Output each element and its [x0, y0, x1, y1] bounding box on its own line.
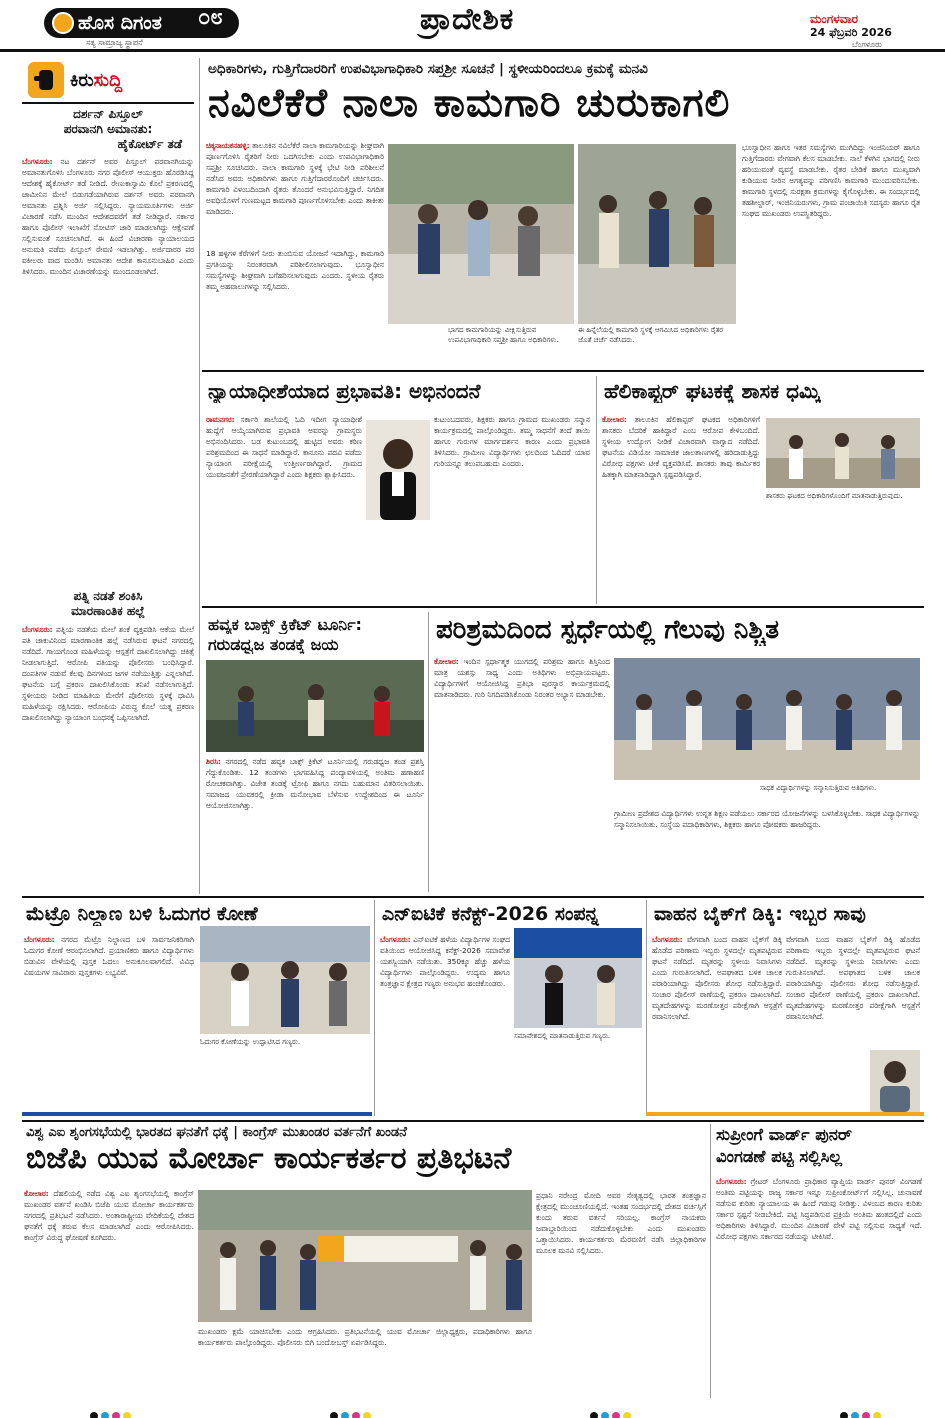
- prabhavathi-body-a: ರಾಮನಗರ: ಸರ್ಕಾರಿ ಶಾಲೆಯಲ್ಲಿ ಓದಿ ಇದೀಗ ನ್ಯಾಯಾಧೀಶೆ ಹುದ್ದೆಗೆ ಆಯ್ಕೆಯಾಗಿರುವ ಪ್ರಭಾವತಿ ಅವರನ್ನು ಗ್ರಾಮಸ್ಥರು ಅಭಿನಂದಿಸಿದರು. ಬಡ ಕುಟುಂಬದಲ್ಲಿ ಹುಟ್ಟಿದ ಅವರು ಕಠಿಣ ಪರಿಶ್ರಮದಿಂದ ಈ ಸಾಧನೆ ಮಾಡಿದ್ದಾರೆ. ಕಾನೂನು ಪದವಿ ಪಡೆದು ನ್ಯಾಯಾಂಗ ಪರೀಕ್ಷೆಯಲ್ಲಿ ಉತ್ತೀರ್ಣರಾಗಿದ್ದಾರೆ. ಗ್ರಾಮದ ಯುವಜನತೆಗೆ ಪ್ರೇರಣೆಯಾಗಿದ್ದಾರೆ ಎಂದು ಶಿಕ್ಷಕರು ಶ್ಲಾಘಿಸಿದರು.: [206, 415, 362, 479]
- metro-caption: ಓದುಗರ ಕೋಣೆಯನ್ನು ಉದ್ಘಾಟಿಸಿದ ಗಣ್ಯರು.: [200, 1038, 301, 1046]
- parishrama-body-b: ಗ್ರಾಮೀಣ ಪ್ರದೇಶದ ವಿದ್ಯಾರ್ಥಿಗಳು ಉನ್ನತ ಶಿಕ್ಷಣ ಪಡೆಯಲು ಸರ್ಕಾರದ ಯೋಜನೆಗಳನ್ನು ಬಳಸಿಕೊಳ್ಳಬೇಕು. ಸಾಧಕ ವಿದ್ಯಾರ್ಥಿಗಳನ್ನು ಸನ್ಮಾನಿಸಲಾಯಿತು. ಸಂಸ್ಥೆಯ ಪದಾಧಿಕಾರಿಗಳು, ಶಿಕ್ಷಕರು ಹಾಗೂ ಪೋಷಕರು ಹಾಜರಿದ್ದರು.: [614, 809, 920, 829]
- havyaka-body: ಶಿರಸಿ: ನಗರದಲ್ಲಿ ನಡೆದ ಹವ್ಯಕ ಬಾಕ್ಸ್ ಕ್ರಿಕೆಟ್ ಟೂರ್ನಿಯಲ್ಲಿ ಗರುಡಧ್ವಜ ತಂಡ ಪ್ರಶಸ್ತಿ ಗೆದ್ದುಕೊಂಡಿತು. 12 ತಂಡಗಳು ಭಾಗವಹಿಸಿದ್ದ ಪಂದ್ಯಾವಳಿಯಲ್ಲಿ ಅಂತಿಮ ಹಣಾಹಣಿ ರೋಚಕವಾಗಿತ್ತು. ವಿಜೇತ ತಂಡಕ್ಕೆ ಟ್ರೋಫಿ ಹಾಗೂ ನಗದು ಬಹುಮಾನ ವಿತರಿಸಲಾಯಿತು. ಸಮಾಜದ ಯುವಕರಲ್ಲಿ ಕ್ರೀಡಾ ಮನೋಭಾವ ಬೆಳೆಸುವ ಉದ್ದೇಶದಿಂದ ಈ ಟೂರ್ನಿ ಆಯೋಜಿಸಲಾಗಿತ್ತು.: [206, 757, 424, 810]
- bike-headline: ವಾಹನ ಬೈಕ್‌ಗೆ ಡಿಕ್ಕಿ: ಇಬ್ಬರ ಸಾವು: [654, 904, 866, 925]
- bike-body-cont: ವೇಗವಾಗಿ ಬಂದ ವಾಹನ ಬೈಕ್‌ಗೆ ಡಿಕ್ಕಿ ಹೊಡೆದ ಪರಿಣಾಮ ಇಬ್ಬರು ಸ್ಥಳದಲ್ಲೇ ಮೃತಪಟ್ಟಿರುವ ಘಟನೆ ನಡೆದಿದೆ. ಮೃತರನ್ನು ಸ್ಥಳೀಯ ನಿವಾಸಿಗಳು ಎಂದು ಗುರುತಿಸಲಾಗಿದೆ. ಅಪಘಾತದ ಬಳಿಕ ಚಾಲಕ ಪರಾರಿಯಾಗಿದ್ದು ಪೊಲೀಸರು ಶೋಧ ನಡೆಸುತ್ತಿದ್ದಾರೆ. ಸಂಚಾರ ಪೊಲೀಸ್ ಠಾಣೆಯಲ್ಲಿ ಪ್ರಕರಣ ದಾಖಲಾಗಿದೆ. ಮೃತದೇಹಗಳನ್ನು ಮರಣೋತ್ತರ ಪರೀಕ್ಷೆಗಾಗಿ ಆಸ್ಪತ್ರೆಗೆ ರವಾನಿಸಲಾಗಿದೆ.: [786, 935, 920, 1021]
- column-rule: [428, 612, 429, 892]
- lead-kicker: ಅಧಿಕಾರಿಗಳು, ಗುತ್ತಿಗೆದಾರರಿಗೆ ಉಪವಿಭಾಗಾಧಿಕಾರಿ ಸಪ್ತಶ್ರೀ ಸೂಚನೆ | ಸ್ಥಳೀಯರಿಂದಲೂ ಕ್ರಮಕ್ಕೆ ಮನವಿ: [208, 62, 648, 77]
- kiru-item2-headline-b: ಮಾರಣಾಂತಿಕ ಹಲ್ಲೆ: [71, 605, 145, 618]
- nitk-body: ಬೆಂಗಳೂರು: ಎನ್‌ಐಟಿಕೆ ಹಳೆಯ ವಿದ್ಯಾರ್ಥಿಗಳ ಸಂಘದ ವತಿಯಿಂದ ಆಯೋಜಿಸಿದ್ದ ಕನೆಕ್ಟ್-2026 ಸಮಾವೇಶ ಯಶಸ್ವಿಯಾಗಿ ನಡೆಯಿತು. 350ಕ್ಕೂ ಹೆಚ್ಚು ಹಳೆಯ ವಿದ್ಯಾರ್ಥಿಗಳು ಪಾಲ್ಗೊಂಡಿದ್ದರು. ಉದ್ಯಮ ಹಾಗೂ ತಂತ್ರಜ್ಞಾನ ಕ್ಷೇತ್ರದ ಗಣ್ಯರು ಅನುಭವ ಹಂಚಿಕೊಂಡರು.: [380, 935, 510, 988]
- bjp-headline: ಬಿಜೆಪಿ ಯುವ ಮೋರ್ಚಾ ಕಾರ್ಯಕರ್ತರ ಪ್ರತಿಭಟನೆ: [26, 1142, 512, 1176]
- lead-photo-2-caption: ಈ ಹಿನ್ನೆಲೆಯಲ್ಲಿ ಕಾಮಗಾರಿ ಸ್ಥಳಕ್ಕೆ ಆಗಮಿಸಿದ ಅಧಿಕಾರಿಗಳು ರೈತರ ಜೊತೆ ಚರ್ಚೆ ನಡೆಸಿದರು.: [578, 326, 724, 344]
- bike-photo: [870, 1050, 920, 1112]
- bjp-kicker: ವಿಶ್ವ ಎಐ ಶೃಂಗಸಭೆಯಲ್ಲಿ ಭಾರತದ ಘನತೆಗೆ ಧಕ್ಕೆ | ಕಾಂಗ್ರೆಸ್ ಮುಖಂಡರ ವರ್ತನೆಗೆ ಖಂಡನೆ: [26, 1126, 407, 1140]
- divider: [22, 1120, 924, 1122]
- divider: [22, 102, 194, 104]
- helicopter-caption: ಶಾಸಕರು ಘಟಕದ ಅಧಿಕಾರಿಗಳೊಂದಿಗೆ ಮಾತನಾಡುತ್ತಿರುವುದು.: [766, 492, 903, 500]
- lead-photo-2: [578, 144, 736, 324]
- masthead-date: 24 ಫೆಬ್ರವರಿ 2026: [810, 26, 892, 39]
- metro-body: ಬೆಂಗಳೂರು: ನಗರದ ಮೆಟ್ರೊ ನಿಲ್ದಾಣದ ಬಳಿ ಸಾರ್ವಜನಿಕರಿಗಾಗಿ ಓದುಗರ ಕೋಣೆ ಆರಂಭಿಸಲಾಗಿದೆ. ಪ್ರಯಾಣಿಕರು ಹಾಗೂ ವಿದ್ಯಾರ್ಥಿಗಳು ಬಿಡುವಿನ ವೇಳೆಯಲ್ಲಿ ಪುಸ್ತಕ ಓದಲು ಅನುಕೂಲವಾಗಲಿದೆ. ವಿವಿಧ ವಿಷಯಗಳ ಸಾವಿರಾರು ಪುಸ್ತಕಗಳು ಲಭ್ಯವಿವೆ.: [24, 935, 194, 977]
- ward-body: ಬೆಂಗಳೂರು: ಗ್ರೇಟರ್ ಬೆಂಗಳೂರು ಪ್ರಾಧಿಕಾರ ವ್ಯಾಪ್ತಿಯ ವಾರ್ಡ್ ಪುನರ್ ವಿಂಗಡಣೆ ಅಂತಿಮ ಪಟ್ಟಿಯನ್ನು ರಾಜ್ಯ ಸರ್ಕಾರ ಇನ್ನೂ ಸುಪ್ರೀಂಕೋರ್ಟ್‌ಗೆ ಸಲ್ಲಿಸಿಲ್ಲ. ಚುನಾವಣೆ ನಡೆಸುವ ಕುರಿತು ನ್ಯಾಯಾಲಯ ಈ ಹಿಂದೆ ಗಡುವು ನೀಡಿತ್ತು. ವಿಳಂಬದ ಕಾರಣ ಕುರಿತು ಸರ್ಕಾರ ಸ್ಪಷ್ಟನೆ ನೀಡಬೇಕಿದೆ. ಪಟ್ಟಿ ಸಿದ್ಧಪಡಿಸುವ ಪ್ರಕ್ರಿಯೆ ಅಂತಿಮ ಹಂತದಲ್ಲಿದೆ ಎಂದು ಅಧಿಕಾರಿಗಳು ತಿಳಿಸಿದ್ದಾರೆ. ಮುಂದಿನ ವಿಚಾರಣೆ ವೇಳೆ ಪಟ್ಟಿ ಸಲ್ಲಿಸುವ ಸಾಧ್ಯತೆ ಇದೆ. ವಿರೋಧ ಪಕ್ಷಗಳು ಸರ್ಕಾರದ ನಡೆಯನ್ನು ಟೀಕಿಸಿವೆ.: [716, 1177, 922, 1241]
- prabhavathi-body-b: ಕುಟುಂಬದವರು, ಶಿಕ್ಷಕರು ಹಾಗೂ ಗ್ರಾಮದ ಮುಖಂಡರು ಸನ್ಮಾನ ಕಾರ್ಯಕ್ರಮದಲ್ಲಿ ಪಾಲ್ಗೊಂಡಿದ್ದರು. ತಮ್ಮ ಸಾಧನೆಗೆ ತಂದೆ ತಾಯಿ ಹಾಗೂ ಗುರುಗಳ ಮಾರ್ಗದರ್ಶನ ಕಾರಣ ಎಂದು ಪ್ರಭಾವತಿ ತಿಳಿಸಿದರು. ಗ್ರಾಮೀಣ ವಿದ್ಯಾರ್ಥಿಗಳು ಛಲದಿಂದ ಓದಿದರೆ ಯಾವ ಗುರಿಯನ್ನೂ ತಲುಪಬಹುದು ಎಂದರು.: [434, 415, 590, 468]
- masthead: [0, 0, 945, 52]
- kiru-item1-body: ಬೆಂಗಳೂರು: ನಟ ದರ್ಶನ್ ಅವರ ಪಿಸ್ತೂಲ್ ಪರವಾನಗಿಯನ್ನು ಅಮಾನತುಗೊಳಿಸಿ ಬೆಂಗಳೂರು ನಗರ ಪೊಲೀಸ್ ಆಯುಕ್ತರು ಹೊರಡಿಸಿದ್ದ ಆದೇಶಕ್ಕೆ ಹೈಕೋರ್ಟ್ ತಡೆ ನೀಡಿದೆ. ರೇಣುಕಾಸ್ವಾಮಿ ಕೊಲೆ ಪ್ರಕರಣದಲ್ಲಿ ಜಾಮೀನಿನ ಮೇಲೆ ಬಿಡುಗಡೆಯಾಗಿರುವ ದರ್ಶನ್ ಅವರು ಪರವಾನಗಿ ಅಮಾನತು ಪ್ರಶ್ನಿಸಿ ಅರ್ಜಿ ಸಲ್ಲಿಸಿದ್ದರು. ನ್ಯಾಯಮೂರ್ತಿಗಳು ಅರ್ಜಿ ವಿಚಾರಣೆ ನಡೆಸಿ ಮುಂದಿನ ಆದೇಶದವರೆಗೆ ತಡೆ ನೀಡಿದ್ದಾರೆ. ಸರ್ಕಾರ ಹಾಗೂ ಪೊಲೀಸ್ ಇಲಾಖೆಗೆ ನೋಟಿಸ್ ಜಾರಿ ಮಾಡಲಾಗಿದ್ದು ಆಕ್ಷೇಪಣೆ ಸಲ್ಲಿಸುವಂತೆ ಸೂಚಿಸಲಾಗಿದೆ. ಈ ಹಿಂದೆ ವಿಚಾರಣಾ ನ್ಯಾಯಾಲಯದ ಅನುಮತಿ ಪಡೆದು ಪಿಸ್ತೂಲ್ ಠೇವಣಿ ಇಡಲಾಗಿತ್ತು. ಅರ್ಜಿದಾರರ ಪರ ವಕೀಲರು ವಾದ ಮಂಡಿಸಿ ಅಮಾನತು ಆದೇಶ ಕಾನೂನುಬಾಹಿರ ಎಂದು ತಿಳಿಸಿದರು. ಮುಂದಿನ ವಿಚಾರಣೆಯನ್ನು ಮುಂದೂಡಲಾಗಿದೆ.: [22, 157, 194, 276]
- kiru-item1-headline-b: ಪರವಾನಗಿ ಅಮಾನತು:: [63, 123, 153, 136]
- divider: [202, 606, 924, 608]
- parishrama-body-a: ಕೋಲಾರ: ಇಂದಿನ ಸ್ಪರ್ಧಾತ್ಮಕ ಯುಗದಲ್ಲಿ ಪರಿಶ್ರಮ ಹಾಗೂ ಶಿಸ್ತಿನಿಂದ ಮಾತ್ರ ಯಶಸ್ಸು ಸಾಧ್ಯ ಎಂದು ಅತಿಥಿಗಳು ಅಭಿಪ್ರಾಯಪಟ್ಟರು. ವಿದ್ಯಾರ್ಥಿಗಳಿಗೆ ಆಯೋಜಿಸಿದ್ದ ಪ್ರತಿಭಾ ಪುರಸ್ಕಾರ ಕಾರ್ಯಕ್ರಮದಲ್ಲಿ ಮಾತನಾಡಿದರು. ಗುರಿ ನಿಗದಿಪಡಿಸಿಕೊಂಡು ನಿರಂತರ ಅಭ್ಯಾಸ ಮಾಡಬೇಕು.: [434, 657, 610, 699]
- havyaka-headline-b: ಗರುಡಧ್ವಜ ತಂಡಕ್ಕೆ ಜಯ: [208, 636, 339, 654]
- kiru-item2-body: ಬೆಂಗಳೂರು: ಪತ್ನಿಯ ನಡತೆಯ ಮೇಲೆ ಶಂಕೆ ವ್ಯಕ್ತಪಡಿಸಿ ಆಕೆಯ ಮೇಲೆ ಪತಿ ಚಾಕುವಿನಿಂದ ಮಾರಣಾಂತಿಕ ಹಲ್ಲೆ ನಡೆಸಿರುವ ಘಟನೆ ನಗರದಲ್ಲಿ ನಡೆದಿದೆ. ಗಾಯಗೊಂಡ ಮಹಿಳೆಯನ್ನು ಆಸ್ಪತ್ರೆಗೆ ದಾಖಲಿಸಲಾಗಿದ್ದು ಚಿಕಿತ್ಸೆ ನೀಡಲಾಗುತ್ತಿದೆ. ಆರೋಪಿ ಪತಿಯನ್ನು ಪೊಲೀಸರು ಬಂಧಿಸಿದ್ದಾರೆ. ದಂಪತಿಗಳ ನಡುವೆ ಕೆಲವು ದಿನಗಳಿಂದ ಜಗಳ ನಡೆಯುತ್ತಿತ್ತು ಎನ್ನಲಾಗಿದೆ. ಘಟನೆಯ ಬಗ್ಗೆ ಪ್ರಕರಣ ದಾಖಲಿಸಿಕೊಂಡು ತನಿಖೆ ನಡೆಸಲಾಗುತ್ತಿದೆ. ಸ್ಥಳೀಯರು ನೀಡಿದ ಮಾಹಿತಿಯ ಮೇರೆಗೆ ಪೊಲೀಸರು ಸ್ಥಳಕ್ಕೆ ಧಾವಿಸಿ ಮಹಿಳೆಯನ್ನು ರಕ್ಷಿಸಿದರು. ಆರೋಪಿಯ ವಿರುದ್ಧ ಕೊಲೆ ಯತ್ನ ಪ್ರಕರಣ ದಾಖಲಿಸಲಾಗಿದ್ದು ನ್ಯಾಯಾಂಗ ಬಂಧನಕ್ಕೆ ಒಪ್ಪಿಸಲಾಗಿದೆ.: [22, 625, 194, 722]
- helicopter-body: ಕೋಲಾರ: ತಾಲೂಕಿನ ಹೆಲಿಕಾಪ್ಟರ್ ಘಟಕದ ಅಧಿಕಾರಿಗಳಿಗೆ ಶಾಸಕರು ಬೆದರಿಕೆ ಹಾಕಿದ್ದಾರೆ ಎಂಬ ಆರೋಪ ಕೇಳಿಬಂದಿದೆ. ಸ್ಥಳೀಯ ಉದ್ಯೋಗ ನೀಡಿಕೆ ವಿಚಾರವಾಗಿ ವಾಗ್ವಾದ ನಡೆದಿದೆ. ಘಟನೆಯ ವಿಡಿಯೋ ಸಾಮಾಜಿಕ ಜಾಲತಾಣಗಳಲ್ಲಿ ಹರಿದಾಡುತ್ತಿದ್ದು ವಿರೋಧ ಪಕ್ಷಗಳು ಟೀಕೆ ವ್ಯಕ್ತಪಡಿಸಿವೆ. ಶಾಸಕರು ತಾವು ಕಾರ್ಮಿಕರ ಹಿತಕ್ಕಾಗಿ ಮಾತನಾಡಿದ್ದಾಗಿ ಸ್ಪಷ್ಟಪಡಿಸಿದ್ದಾರೆ.: [602, 415, 760, 479]
- hand-icon: [28, 62, 64, 98]
- color-stripe: [646, 1112, 924, 1116]
- parishrama-headline: ಪರಿಶ್ರಮದಿಂದ ಸ್ಪರ್ಧೆಯಲ್ಲಿ ಗೆಲುವು ನಿಶ್ಚಿತ: [436, 616, 779, 645]
- lead-body-left: ಚಿಕ್ಕನಾಯಕನಹಳ್ಳಿ: ತಾಲೂಕಿನ ನವಿಲೆಕೆರೆ ನಾಲಾ ಕಾಮಗಾರಿಯನ್ನು ಶೀಘ್ರವಾಗಿ ಪೂರ್ಣಗೊಳಿಸಿ ರೈತರಿಗೆ ನೀರು ಒದಗಿಸಬೇಕು ಎಂದು ಉಪವಿಭಾಗಾಧಿಕಾರಿ ಸಪ್ತಶ್ರೀ ಸೂಚಿಸಿದರು. ನಾಲಾ ಕಾಮಗಾರಿ ಸ್ಥಳಕ್ಕೆ ಭೇಟಿ ನೀಡಿ ಪರಿಶೀಲನೆ ನಡೆಸಿದ ಅವರು ಅಧಿಕಾರಿಗಳು ಹಾಗೂ ಗುತ್ತಿಗೆದಾರರೊಂದಿಗೆ ಚರ್ಚಿಸಿದರು. ಕಾಮಗಾರಿ ವಿಳಂಬದಿಂದಾಗಿ ರೈತರು ತೊಂದರೆ ಅನುಭವಿಸುತ್ತಿದ್ದಾರೆ. ನಿಗದಿತ ಅವಧಿಯೊಳಗೆ ಗುಣಮಟ್ಟದ ಕಾಮಗಾರಿ ಪೂರ್ಣಗೊಳಿಸಬೇಕು ಎಂದು ತಾಕೀತು ಮಾಡಿದರು.: [206, 141, 384, 216]
- lead-headline: ನವಿಲೆಕೆರೆ ನಾಲಾ ಕಾಮಗಾರಿ ಚುರುಕಾಗಲಿ: [208, 82, 731, 126]
- havyaka-headline-a: ಹವ್ಯಕ ಬಾಕ್ಸ್ ಕ್ರಿಕೆಟ್ ಟೂರ್ನಿ:: [208, 616, 362, 634]
- registration-dots: [330, 1405, 374, 1418]
- ward-headline-a: ಸುಪ್ರೀಂಗೆ ವಾರ್ಡ್ ಪುನರ್: [716, 1126, 852, 1144]
- column-rule: [646, 900, 647, 1116]
- kiru-suddi-label: ಕಿರುಸುದ್ದಿ: [70, 70, 123, 91]
- helicopter-headline: ಹೆಲಿಕಾಪ್ಟರ್ ಘಟಕಕ್ಕೆ ಶಾಸಕ ಧಮ್ಕಿ: [604, 380, 821, 403]
- page-number: ೦೮: [198, 5, 223, 30]
- column-rule: [199, 58, 200, 894]
- bjp-body-a: ಕೋಲಾರ: ದೆಹಲಿಯಲ್ಲಿ ನಡೆದ ವಿಶ್ವ ಎಐ ಶೃಂಗಸಭೆಯಲ್ಲಿ ಕಾಂಗ್ರೆಸ್ ಮುಖಂಡರ ವರ್ತನೆ ಖಂಡಿಸಿ ಬಿಜೆಪಿ ಯುವ ಮೋರ್ಚಾ ಕಾರ್ಯಕರ್ತರು ನಗರದಲ್ಲಿ ಪ್ರತಿಭಟನೆ ನಡೆಸಿದರು. ಅಂತಾರಾಷ್ಟ್ರೀಯ ವೇದಿಕೆಯಲ್ಲಿ ದೇಶದ ಘನತೆಗೆ ಧಕ್ಕೆ ತರುವ ಕೆಲಸ ಮಾಡಲಾಗಿದೆ ಎಂದು ಆರೋಪಿಸಿದರು. ಕಾಂಗ್ರೆಸ್ ವಿರುದ್ಧ ಘೋಷಣೆ ಕೂಗಿದರು.: [24, 1189, 194, 1242]
- registration-dots: [840, 1405, 884, 1418]
- bike-body: ಬೆಂಗಳೂರು: ವೇಗವಾಗಿ ಬಂದ ವಾಹನ ಬೈಕ್‌ಗೆ ಡಿಕ್ಕಿ ಹೊಡೆದ ಪರಿಣಾಮ ಇಬ್ಬರು ಸ್ಥಳದಲ್ಲೇ ಮೃತಪಟ್ಟಿರುವ ಘಟನೆ ನಡೆದಿದೆ. ಮೃತರನ್ನು ಸ್ಥಳೀಯ ನಿವಾಸಿಗಳು ಎಂದು ಗುರುತಿಸಲಾಗಿದೆ. ಅಪಘಾತದ ಬಳಿಕ ಚಾಲಕ ಪರಾರಿಯಾಗಿದ್ದು ಪೊಲೀಸರು ಶೋಧ ನಡೆಸುತ್ತಿದ್ದಾರೆ. ಸಂಚಾರ ಪೊಲೀಸ್ ಠಾಣೆಯಲ್ಲಿ ಪ್ರಕರಣ ದಾಖಲಾಗಿದೆ. ಮೃತದೇಹಗಳನ್ನು ಮರಣೋತ್ತರ ಪರೀಕ್ಷೆಗಾಗಿ ಆಸ್ಪತ್ರೆಗೆ ರವಾನಿಸಲಾಗಿದೆ.: [652, 935, 782, 1021]
- kiru-item1-headline-a: ದರ್ಶನ್ ಪಿಸ್ತೂಲ್: [73, 108, 143, 121]
- ward-headline-b: ವಿಂಗಡಣೆ ಪಟ್ಟಿ ಸಲ್ಲಿಸಿಲ್ಲ: [716, 1148, 843, 1166]
- kiru-item2-headline-a: ಪತ್ನಿ ನಡತೆ ಶಂಕಿಸಿ: [73, 590, 143, 603]
- lead-body-mid: 18 ಹಳ್ಳಿಗಳ ಕೆರೆಗಳಿಗೆ ನೀರು ತುಂಬಿಸುವ ಯೋಜನೆ ಇದಾಗಿದ್ದು, ಕಾಮಗಾರಿ ಪ್ರಗತಿಯನ್ನು ನಿರಂತರವಾಗಿ ಪರಿಶೀಲಿಸಲಾಗುವುದು. ಭೂಸ್ವಾಧೀನ ಸಮಸ್ಯೆಗಳನ್ನು ಶೀಘ್ರವಾಗಿ ಬಗೆಹರಿಸಲಾಗುವುದು ಎಂದರು. ಸ್ಥಳೀಯ ರೈತರು ತಮ್ಮ ಅಹವಾಲುಗಳನ್ನು ಸಲ್ಲಿಸಿದರು.: [206, 249, 384, 291]
- registration-dots: [90, 1405, 134, 1418]
- masthead-day: ಮಂಗಳವಾರ: [810, 12, 859, 26]
- nitk-caption: ಸಮಾವೇಶದಲ್ಲಿ ಮಾತನಾಡುತ್ತಿರುವ ಗಣ್ಯರು.: [514, 1032, 611, 1040]
- lead-body-right: ಭೂಸ್ವಾಧೀನ ಹಾಗೂ ಇತರ ಸಮಸ್ಯೆಗಳು ಮುಗಿದಿದ್ದು ಇಂಜಿನಿಯರ್ ಹಾಗೂ ಗುತ್ತಿಗೆದಾರರು ವೇಗವಾಗಿ ಕೆಲಸ ಮಾಡಬೇಕು. ನಾಲೆ ಕೆಳಗಿನ ಭಾಗದಲ್ಲಿ ನೀರು ಹರಿಯುವಂತೆ ವ್ಯವಸ್ಥೆ ಮಾಡಬೇಕು. ರೈತರ ಬೇಡಿಕೆ ಹಾಗೂ ಮುಖ್ಯವಾಗಿ ಕುಡಿಯುವ ನೀರಿನ ಅಗತ್ಯವನ್ನು ಪರಿಗಣಿಸಿ ಕಾಮಗಾರಿ ಮುಂದುವರಿಸಬೇಕು. ಕಾಮಗಾರಿ ಸ್ಥಳದಲ್ಲಿ ಸುರಕ್ಷತಾ ಕ್ರಮಗಳನ್ನು ಕೈಗೊಳ್ಳಬೇಕು. ಈ ಸಂದರ್ಭದಲ್ಲಿ ತಹಶೀಲ್ದಾರ್, ಇಂಜಿನಿಯರುಗಳು, ಗ್ರಾಮ ಪಂಚಾಯಿತಿ ಸದಸ್ಯರು ಹಾಗೂ ರೈತ ಸಂಘದ ಮುಖಂಡರು ಉಪಸ್ಥಿತರಿದ್ದರು.: [742, 143, 920, 218]
- prabhavathi-headline: ನ್ಯಾಯಾಧೀಶೆಯಾದ ಪ್ರಭಾವತಿ: ಅಭಿನಂದನೆ: [208, 380, 481, 403]
- nitk-headline: ಎನ್‌ಐಟಿಕೆ ಕನೆಕ್ಟ್-2026 ಸಂಪನ್ನ: [382, 904, 599, 925]
- nitk-photo: [514, 928, 642, 1028]
- bjp-body-c: ಪ್ರಧಾನಿ ನರೇಂದ್ರ ಮೋದಿ ಅವರ ನೇತೃತ್ವದಲ್ಲಿ ಭಾರತ ತಂತ್ರಜ್ಞಾನ ಕ್ಷೇತ್ರದಲ್ಲಿ ಮುಂಚೂಣಿಯಲ್ಲಿದೆ. ಇಂತಹ ಸಂದರ್ಭದಲ್ಲಿ ದೇಶದ ವರ್ಚಸ್ಸಿಗೆ ಕುಂದು ತರುವ ವರ್ತನೆ ಸರಿಯಲ್ಲ. ಕಾಂಗ್ರೆಸ್ ನಾಯಕರು ಜವಾಬ್ದಾರಿಯಿಂದ ನಡೆದುಕೊಳ್ಳಬೇಕು ಎಂದು ಮುಖಂಡರು ಒತ್ತಾಯಿಸಿದರು. ಕಾರ್ಯಕರ್ತರು ಮೆರವಣಿಗೆ ನಡೆಸಿ ಜಿಲ್ಲಾಧಿಕಾರಿಗಳ ಮೂಲಕ ಮನವಿ ಸಲ್ಲಿಸಿದರು.: [536, 1191, 706, 1255]
- column-rule: [374, 900, 375, 1116]
- column-rule: [710, 1124, 711, 1398]
- divider: [22, 896, 924, 898]
- bjp-body-b: ಮುಖಂಡರು ಕ್ಷಮೆ ಯಾಚಿಸಬೇಕು ಎಂದು ಆಗ್ರಹಿಸಿದರು. ಪ್ರತಿಭಟನೆಯಲ್ಲಿ ಯುವ ಮೋರ್ಚಾ ಜಿಲ್ಲಾಧ್ಯಕ್ಷರು, ಪದಾಧಿಕಾರಿಗಳು ಹಾಗೂ ಕಾರ್ಯಕರ್ತರು ಪಾಲ್ಗೊಂಡಿದ್ದರು. ಪೊಲೀಸರು ಬಿಗಿ ಬಂದೋಬಸ್ತ್ ಏರ್ಪಡಿಸಿದ್ದರು.: [198, 1327, 532, 1347]
- lead-photo-1: [388, 144, 574, 324]
- havyaka-photo: [206, 660, 424, 752]
- metro-photo: [200, 926, 370, 1034]
- parishrama-photo: [614, 658, 920, 780]
- prabhavathi-photo: [366, 420, 430, 520]
- helicopter-photo: [766, 418, 920, 488]
- kiru-item1-headline-c: ಹೈಕೋರ್ಟ್ ತಡೆ: [117, 138, 182, 151]
- bjp-photo: [198, 1190, 532, 1322]
- column-rule: [596, 376, 597, 604]
- masthead-city: ಬೆಂಗಳೂರು: [852, 40, 882, 49]
- parishrama-caption: ಸಾಧಕ ವಿದ್ಯಾರ್ಥಿಗಳನ್ನು ಸನ್ಮಾನಿಸುತ್ತಿರುವ ಅತಿಥಿಗಳು.: [760, 784, 877, 792]
- divider: [202, 370, 924, 372]
- logo-icon: [52, 12, 74, 34]
- color-stripe: [22, 1112, 372, 1116]
- lead-photo-1-caption: ಭಾಗದ ಕಾಮಗಾರಿಯನ್ನು ವೀಕ್ಷಿಸುತ್ತಿರುವ ಉಪವಿಭಾಗಾಧಿಕಾರಿ ಸಪ್ತಶ್ರೀ ಹಾಗೂ ಅಧಿಕಾರಿಗಳು.: [448, 326, 559, 344]
- section-title: ಪ್ರಾದೇಶಿಕ: [420, 2, 515, 37]
- registration-dots: [590, 1405, 634, 1418]
- metro-headline: ಮೆಟ್ರೊ ನಿಲ್ದಾಣ ಬಳಿ ಓದುಗರ ಕೋಣೆ: [26, 904, 258, 925]
- newspaper-logo[interactable]: ಹೊಸ ದಿಗಂತ: [44, 8, 239, 38]
- logo-tagline: ಸತ್ಯ ಸಾಮ್ರಾಜ್ಯ ಸ್ಥಾಪನೆ: [86, 38, 143, 47]
